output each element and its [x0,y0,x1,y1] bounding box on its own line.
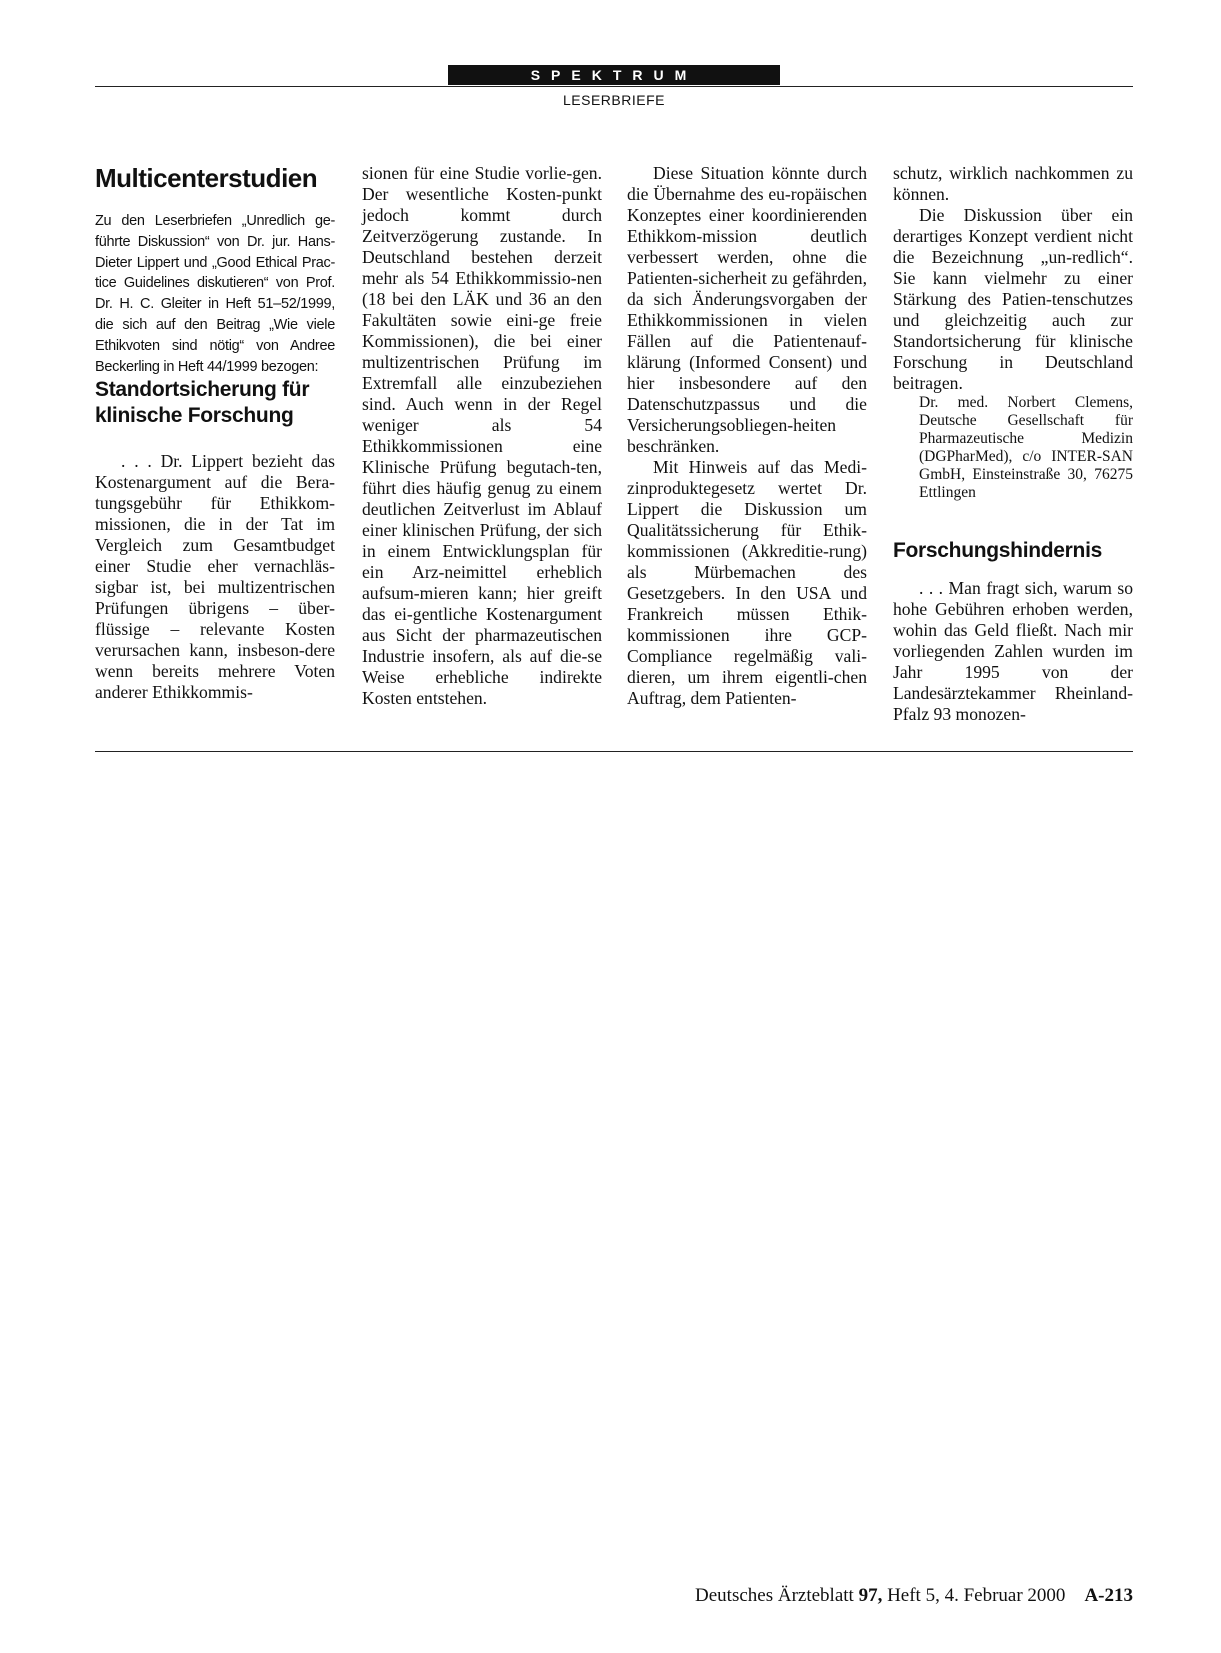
page-number: A-213 [1084,1585,1133,1606]
flow-c1 [95,451,335,703]
page-footer [600,1585,1133,1607]
article-title: Multicenterstudien [95,163,318,193]
article-end-rule [95,751,1133,752]
body-paragraph: Die Diskussion über ein derartiges Konzept verdient nicht die Bezeichnung „un-redlich“. Sie kann vielmehr zu einer Stärkung des Patien-tenschutzes und gleichzeitig auch zur Standortsicherung für klinische Forschung in Deutschland beitragen. [893,205,1133,393]
volume-number: 97, [858,1585,883,1606]
column-1 [95,163,335,703]
flow-c4 [893,163,1133,725]
article-subtitle: Standortsicherung für klinische Forschung [95,378,310,428]
article-intro: Zu den Leserbriefen „Unredlich ge-führte Diskussion“ von Dr. jur. Hans-Dieter Lippert und „Good Ethical Prac-tice Guidelines diskutieren“ von Prof. Dr. H. C. Gleiter in Heft 51–52/1999, die sich auf den Beitrag „Wie viele Ethikvoten sind nötig“ von Andree Beckerling in Heft 44/1999 bezogen: [95,213,335,375]
header-rule [95,86,1133,87]
subsection-label: LESERBRIEFE [563,92,665,108]
column-3 [627,163,867,709]
body-paragraph-continued: schutz, wirklich nachkommen zu können. [893,163,1133,204]
column-2 [362,163,602,709]
flow-c2 [362,163,602,709]
column-4 [893,163,1133,725]
body-paragraph: . . . Man fragt sich, warum so hohe Gebühren erhoben werden, wohin das Geld fließt. Nach mir vorliegenden Zahlen wurden im Jahr 1995 von der Landesärztekammer Rheinland-Pfalz 93 monozen- [893,578,1133,724]
second-article-title: Forschungshindernis [893,539,1102,562]
section-banner: SPEKTRUM [448,65,780,85]
flow-c3 [627,163,867,709]
body-paragraph-continued: sionen für eine Studie vorlie-gen. Der wesentliche Kosten-punkt jedoch kommt durch Zeitverzögerung zustande. In Deutschland bestehen derzeit mehr als 54 Ethikkommissio-nen (18 bei den LÄK und 36 an den Fakultäten sowie eini-ge freie Kommissionen), die bei einer multizentrischen Prüfung im Extremfall alle einzubeziehen sind. Auch wenn in der Regel weniger als 54 Ethikkommissionen eine Klinische Prüfung begutach-ten, führt dies häufig genug zu einem deutlichen Zeitverlust im Ablauf einer klinischen Prüfung, der sich in einem Entwicklungsplan für ein Arz-neimittel erheblich aufsum-mieren kann; hier greift das ei-gentliche Kostenargument aus Sicht der pharmazeutischen Industrie insofern, als auf die-se Weise erhebliche indirekte Kosten entstehen. [362,163,602,708]
journal-name: Deutsches Ärzteblatt [695,1585,854,1606]
body-paragraph: Diese Situation könnte durch die Übernahme des eu-ropäischen Konzeptes einer koordinierenden Ethikkom-mission deutlich verbessert werden, ohne die Patienten-sicherheit zu gefährden, da sich Änderungsvorgaben der Ethikkommissionen in vielen Fällen auf die Patientenauf-klärung (Informed Consent) und hier insbesondere auf den Datenschutzpassus und die Versicherungsobliegen-heiten beschränken. [627,163,867,456]
body-paragraph: Mit Hinweis auf das Medi-zinproduktegesetz wertet Dr. Lippert die Diskussion um Qualitätssicherung für Ethik-kommissionen (Akkreditie-rung) als Mürbemachen des Gesetzgebers. In den USA und Frankreich müssen Ethik-kommissionen ihre GCP-Compliance regelmäßig vali-dieren, um ihrem eigentli-chen Auftrag, dem Patienten- [627,457,867,708]
author-signature: Dr. med. Norbert Clemens, Deutsche Gesellschaft für Pharmazeutische Medizin (DGPharMed), c/o INTER-SAN GmbH, Einsteinstraße 30, 76275 Ettlingen [919,394,1133,501]
body-paragraph: . . . Dr. Lippert bezieht das Kostenargument auf die Bera-tungsgebühr für Ethikkom-missionen, die in der Tat im Vergleich zum Gesamtbudget einer Studie eher vernachläs-sigbar ist, bei multizentrischen Prüfungen übrigens – über-flüssige – relevante Kosten verursachen kann, insbeson-dere wenn bereits mehrere Voten anderer Ethikkommis- [95,451,335,703]
issue-date: Heft 5, 4. Februar 2000 [887,1585,1066,1606]
